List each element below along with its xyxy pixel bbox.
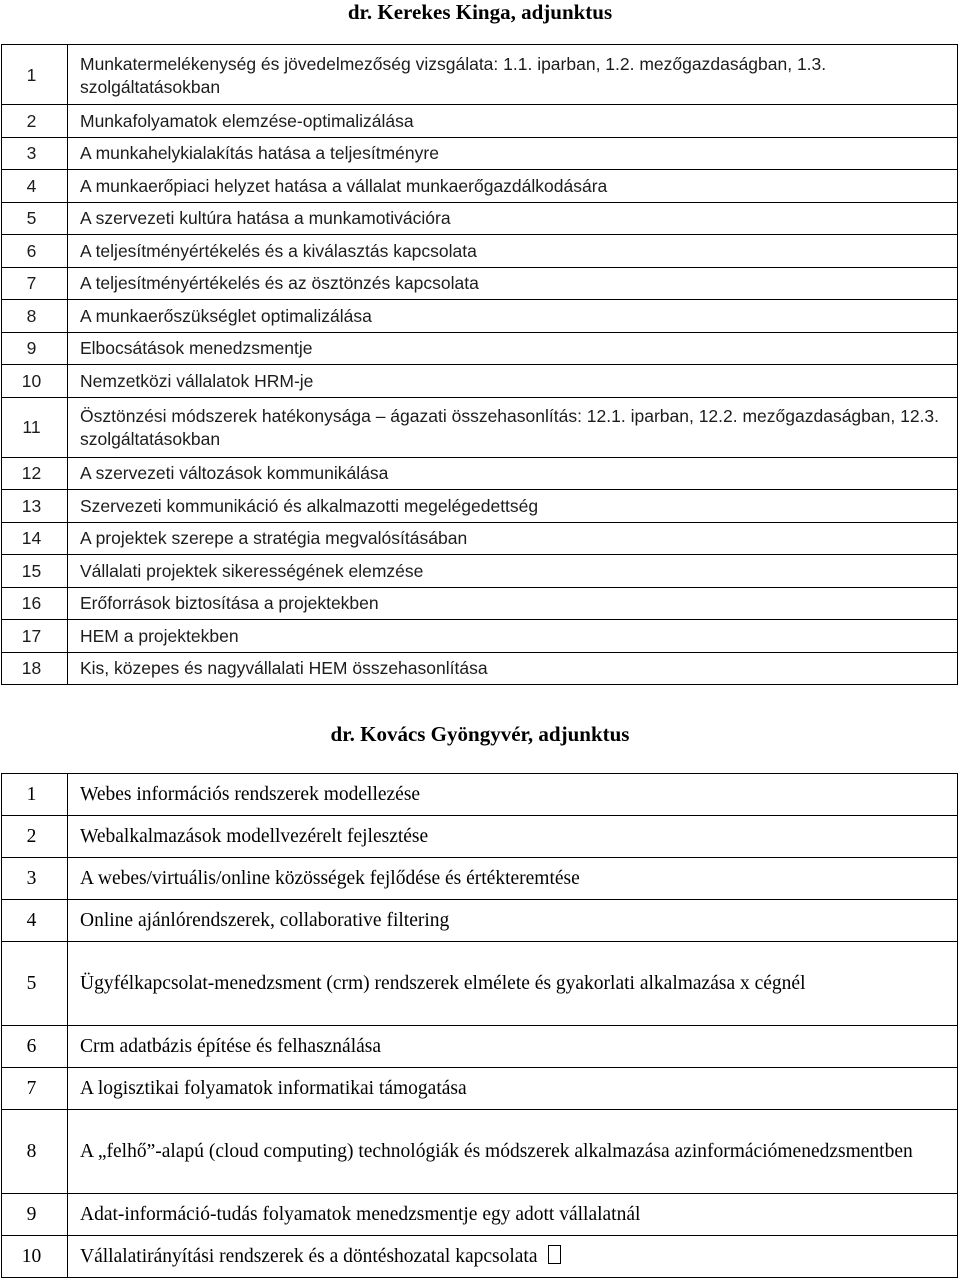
row-number: 13 (2, 490, 68, 523)
row-number: 6 (2, 235, 68, 268)
row-number: 7 (2, 267, 68, 300)
row-number: 18 (2, 652, 68, 685)
table-row (2, 397, 958, 457)
table-row (2, 522, 958, 555)
topic-title: Munkatermelékenység és jövedelmezőség vizsgálata: 1.1. iparban, 1.2. mezőgazdaságban, 1.3. szolgáltatásokban (68, 45, 958, 105)
topic-title: A munkaerőszükséglet optimalizálása (68, 300, 958, 333)
topic-title: Elbocsátások menedzsmentje (68, 332, 958, 365)
row-number: 15 (2, 555, 68, 588)
row-number: 9 (2, 1194, 68, 1236)
table-row (2, 652, 958, 685)
section-heading-kerekes: dr. Kerekes Kinga, adjunktus (347, 0, 613, 24)
table-row (2, 1194, 958, 1236)
row-number: 14 (2, 522, 68, 555)
table-row (2, 202, 958, 235)
row-number: 1 (2, 45, 68, 105)
table-row (2, 267, 958, 300)
table-row (2, 1236, 958, 1278)
table-row (2, 816, 958, 858)
row-number: 3 (2, 858, 68, 900)
section-heading-kovacs: dr. Kovács Gyöngyvér, adjunktus (330, 722, 630, 746)
topic-title: A munkaerőpiaci helyzet hatása a vállalat munkaerőgazdálkodására (68, 170, 958, 203)
missing-glyph-box-icon (548, 1245, 561, 1264)
row-number: 6 (2, 1026, 68, 1068)
topic-title: Nemzetközi vállalatok HRM-je (68, 365, 958, 398)
row-number: 8 (2, 300, 68, 333)
row-number: 5 (2, 202, 68, 235)
table-row (2, 457, 958, 490)
table-row (2, 137, 958, 170)
table-row (2, 170, 958, 203)
topic-title: Kis, közepes és nagyvállalati HEM összehasonlítása (68, 652, 958, 685)
topic-title: Online ajánlórendszerek, collaborative filtering (68, 900, 958, 942)
topic-title-text: Vállalatirányítási rendszerek és a döntéshozatal kapcsolata (80, 1245, 543, 1267)
row-number: 9 (2, 332, 68, 365)
table-row (2, 858, 958, 900)
row-number: 5 (2, 942, 68, 1026)
topic-title: A munkahelykialakítás hatása a teljesítményre (68, 137, 958, 170)
topic-title: Vállalati projektek sikerességének elemzése (68, 555, 958, 588)
table-row (2, 587, 958, 620)
topic-title: A szervezeti kultúra hatása a munkamotivációra (68, 202, 958, 235)
table-row (2, 365, 958, 398)
topic-title: A teljesítményértékelés és az ösztönzés kapcsolata (68, 267, 958, 300)
topic-title: A szervezeti változások kommunikálása (68, 457, 958, 490)
table-row (2, 105, 958, 138)
row-number: 12 (2, 457, 68, 490)
table-row (2, 45, 958, 105)
topic-title: Webes információs rendszerek modellezése (68, 774, 958, 816)
topic-title: Szervezeti kommunikáció és alkalmazotti megelégedettség (68, 490, 958, 523)
topic-title: Webalkalmazások modellvezérelt fejlesztése (68, 816, 958, 858)
table-row (2, 774, 958, 816)
topic-title: Munkafolyamatok elemzése-optimalizálása (68, 105, 958, 138)
table-row (2, 235, 958, 268)
topic-title: A „felhő”-alapú (cloud computing) technológiák és módszerek alkalmazása azinformációmenedzsmentben (68, 1110, 958, 1194)
topic-title: A logisztikai folyamatok informatikai támogatása (68, 1068, 958, 1110)
row-number: 17 (2, 620, 68, 653)
table-row (2, 1110, 958, 1194)
table-row (2, 900, 958, 942)
table-row (2, 942, 958, 1026)
table-row (2, 620, 958, 653)
row-number: 16 (2, 587, 68, 620)
table-row (2, 1068, 958, 1110)
row-number: 11 (2, 397, 68, 457)
table-row (2, 1026, 958, 1068)
topic-table-kovacs (1, 773, 958, 1278)
table-row (2, 300, 958, 333)
topic-title: A teljesítményértékelés és a kiválasztás kapcsolata (68, 235, 958, 268)
table-row (2, 332, 958, 365)
topic-title: Adat-információ-tudás folyamatok menedzsmentje egy adott vállalatnál (68, 1194, 958, 1236)
row-number: 4 (2, 900, 68, 942)
topic-title: A projektek szerepe a stratégia megvalósításában (68, 522, 958, 555)
row-number: 1 (2, 774, 68, 816)
topic-title: HEM a projektekben (68, 620, 958, 653)
topic-title (68, 1236, 958, 1278)
row-number: 7 (2, 1068, 68, 1110)
table-row (2, 490, 958, 523)
topic-title: Crm adatbázis építése és felhasználása (68, 1026, 958, 1068)
topic-table-kerekes (1, 44, 958, 685)
row-number: 8 (2, 1110, 68, 1194)
row-number: 3 (2, 137, 68, 170)
topic-title: Ügyfélkapcsolat-menedzsment (crm) rendszerek elmélete és gyakorlati alkalmazása x cégnél (68, 942, 958, 1026)
row-number: 10 (2, 365, 68, 398)
topic-title: Erőforrások biztosítása a projektekben (68, 587, 958, 620)
topic-title: A webes/virtuális/online közösségek fejlődése és értékteremtése (68, 858, 958, 900)
table-row (2, 555, 958, 588)
row-number: 2 (2, 105, 68, 138)
topic-title: Ösztönzési módszerek hatékonysága – ágazati összehasonlítás: 12.1. iparban, 12.2. mezőgazdaságban, 12.3. szolgáltatásokban (68, 397, 958, 457)
row-number: 10 (2, 1236, 68, 1278)
row-number: 4 (2, 170, 68, 203)
row-number: 2 (2, 816, 68, 858)
